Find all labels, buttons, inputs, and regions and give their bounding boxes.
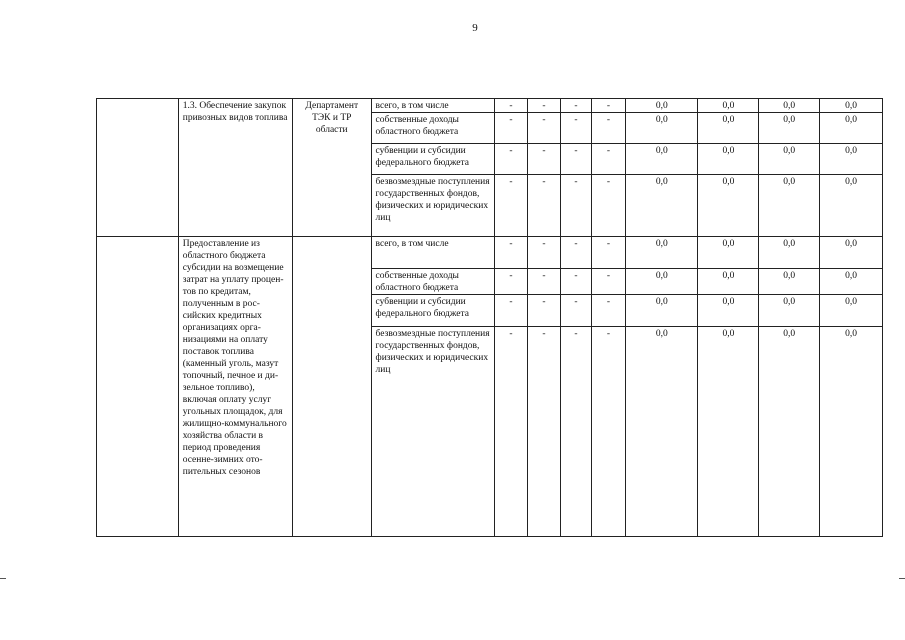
amount-value-cell: 0,0 xyxy=(626,175,698,237)
dash-value-cell: - xyxy=(527,113,561,144)
page-number: 9 xyxy=(472,22,478,34)
amount-value-cell: 0,0 xyxy=(698,295,759,327)
dash-value-cell: - xyxy=(495,295,527,327)
dash-value-cell: - xyxy=(527,237,561,269)
amount-value-cell: 0,0 xyxy=(759,295,820,327)
amount-value-cell: 0,0 xyxy=(626,144,698,175)
dash-value-cell: - xyxy=(561,237,591,269)
budget-table xyxy=(96,98,883,537)
funding-source-cell: безвозмездные поступления государственных фондов, физических и юридических лиц xyxy=(371,327,495,537)
program-name-cell: Предоставление из областного бюджета субсидии на возмещение затрат на уплату процентов по кредитам, полученным в российских кредитных организациях организациями на оплату поставок топлива (каменный уголь, мазут топочный, печное и дизельное топливо), включая оплату услуг угольных площадок, для жилищно-коммунального хозяйства области в период проведения осенне-зимних отопительных сезонов xyxy=(178,237,292,537)
dash-value-cell: - xyxy=(527,144,561,175)
dash-value-cell: - xyxy=(495,237,527,269)
dash-value-cell: - xyxy=(591,295,626,327)
dash-value-cell: - xyxy=(561,99,591,113)
amount-value-cell: 0,0 xyxy=(759,113,820,144)
department-cell: Департамент ТЭК и ТР области xyxy=(292,99,371,237)
funding-source-cell: безвозмездные поступления государственных фондов, физических и юридических лиц xyxy=(371,175,495,237)
amount-value-cell: 0,0 xyxy=(759,327,820,537)
dash-value-cell: - xyxy=(495,175,527,237)
amount-value-cell: 0,0 xyxy=(759,237,820,269)
funding-source-cell: собственные доходы областного бюджета xyxy=(371,269,495,295)
department-cell xyxy=(292,237,371,537)
dash-value-cell: - xyxy=(495,99,527,113)
amount-value-cell: 0,0 xyxy=(820,144,883,175)
dash-value-cell: - xyxy=(591,113,626,144)
dash-value-cell: - xyxy=(561,327,591,537)
amount-value-cell: 0,0 xyxy=(820,175,883,237)
dash-value-cell: - xyxy=(561,269,591,295)
amount-value-cell: 0,0 xyxy=(820,113,883,144)
funding-source-cell: всего, в том числе xyxy=(371,99,495,113)
dash-value-cell: - xyxy=(591,175,626,237)
dash-value-cell: - xyxy=(561,144,591,175)
dash-value-cell: - xyxy=(591,99,626,113)
amount-value-cell: 0,0 xyxy=(698,237,759,269)
dash-value-cell: - xyxy=(561,113,591,144)
dash-value-cell: - xyxy=(591,269,626,295)
amount-value-cell: 0,0 xyxy=(759,99,820,113)
dash-value-cell: - xyxy=(495,327,527,537)
amount-value-cell: 0,0 xyxy=(759,175,820,237)
amount-value-cell: 0,0 xyxy=(759,144,820,175)
blank-cell xyxy=(97,99,179,237)
amount-value-cell: 0,0 xyxy=(626,269,698,295)
funding-source-cell: субвенции и субсидии федерального бюджета xyxy=(371,144,495,175)
dash-value-cell: - xyxy=(527,175,561,237)
dash-value-cell: - xyxy=(561,175,591,237)
amount-value-cell: 0,0 xyxy=(626,237,698,269)
amount-value-cell: 0,0 xyxy=(698,269,759,295)
scan-edge-mark xyxy=(899,578,905,579)
amount-value-cell: 0,0 xyxy=(698,99,759,113)
dash-value-cell: - xyxy=(591,327,626,537)
dash-value-cell: - xyxy=(495,144,527,175)
dash-value-cell: - xyxy=(495,269,527,295)
amount-value-cell: 0,0 xyxy=(626,113,698,144)
dash-value-cell: - xyxy=(527,99,561,113)
amount-value-cell: 0,0 xyxy=(698,327,759,537)
amount-value-cell: 0,0 xyxy=(759,269,820,295)
dash-value-cell: - xyxy=(591,144,626,175)
dash-value-cell: - xyxy=(591,237,626,269)
amount-value-cell: 0,0 xyxy=(820,99,883,113)
amount-value-cell: 0,0 xyxy=(698,113,759,144)
table-row xyxy=(97,99,883,113)
dash-value-cell: - xyxy=(527,295,561,327)
dash-value-cell: - xyxy=(527,269,561,295)
amount-value-cell: 0,0 xyxy=(698,175,759,237)
funding-source-cell: собственные доходы областного бюджета xyxy=(371,113,495,144)
amount-value-cell: 0,0 xyxy=(698,144,759,175)
dash-value-cell: - xyxy=(561,295,591,327)
funding-source-cell: субвенции и субсидии федерального бюджета xyxy=(371,295,495,327)
program-name-cell: 1.3. Обеспечение закупок привозных видов топлива xyxy=(178,99,292,237)
dash-value-cell: - xyxy=(527,327,561,537)
amount-value-cell: 0,0 xyxy=(626,99,698,113)
scan-edge-mark xyxy=(0,578,6,579)
dash-value-cell: - xyxy=(495,113,527,144)
amount-value-cell: 0,0 xyxy=(820,295,883,327)
blank-cell xyxy=(97,237,179,537)
amount-value-cell: 0,0 xyxy=(820,269,883,295)
amount-value-cell: 0,0 xyxy=(820,327,883,537)
amount-value-cell: 0,0 xyxy=(820,237,883,269)
table-row xyxy=(97,237,883,269)
amount-value-cell: 0,0 xyxy=(626,327,698,537)
amount-value-cell: 0,0 xyxy=(626,295,698,327)
funding-source-cell: всего, в том числе xyxy=(371,237,495,269)
